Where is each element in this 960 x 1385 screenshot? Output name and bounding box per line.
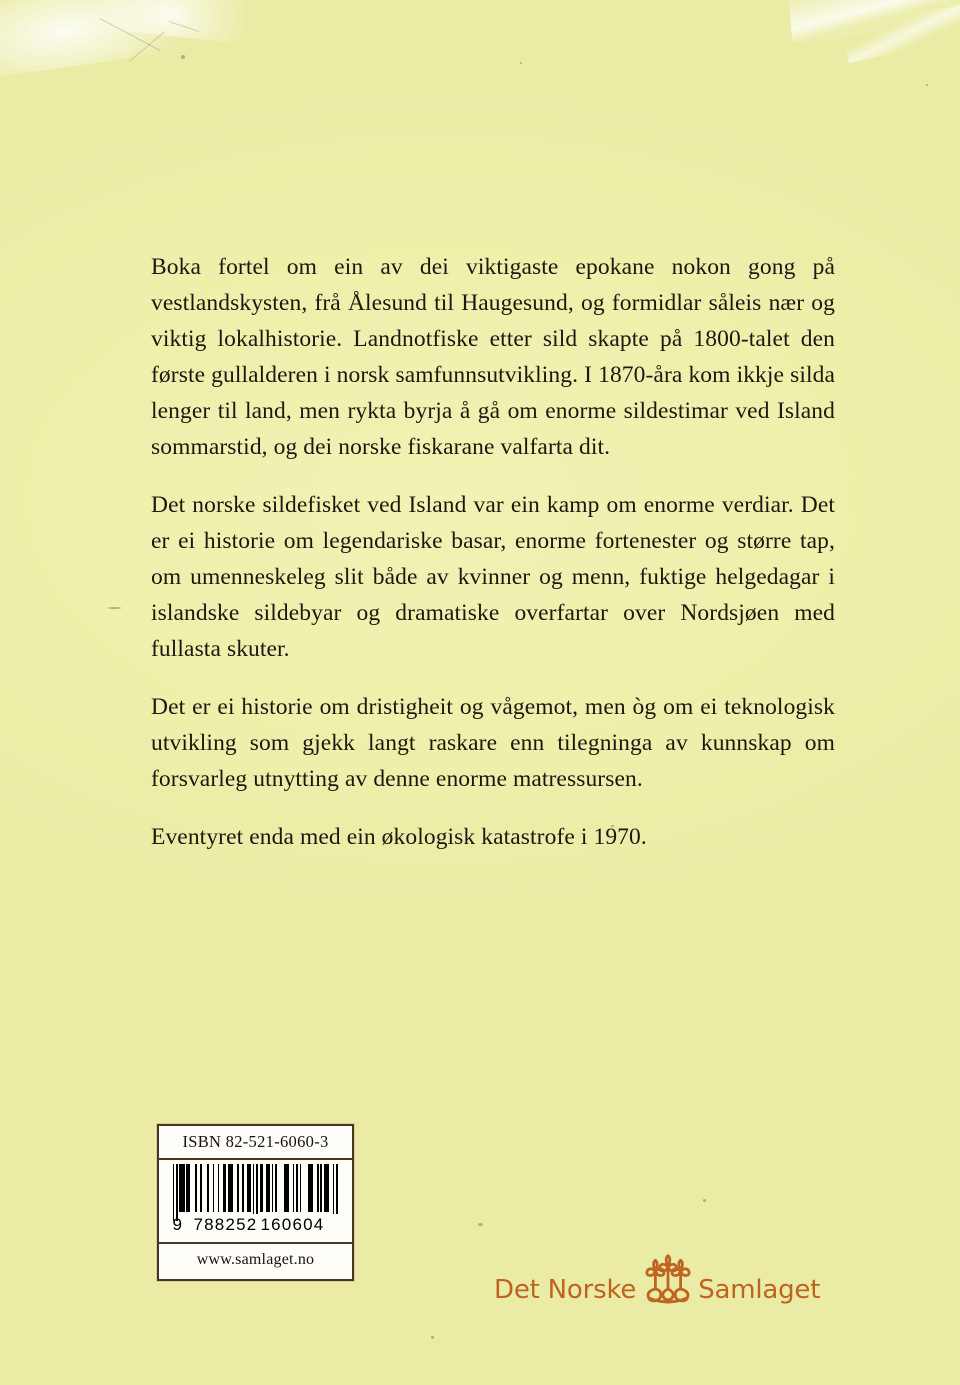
isbn-barcode-box xyxy=(157,1124,354,1281)
blurb-paragraph-1: Boka fortel om ein av dei viktigaste epokane nokon gong på vestlandskysten, frå Ålesund til Haugesund, og formidlar såleis nær og viktig lokalhistorie. Landnotfiske etter sild skapte på 1800-talet den første gullalderen i norsk samfunnsutvikling. I 1870-åra kom ikkje silda lenger til land, men rykta byrja å gå om enorme sildestimar ved Island sommarstid, og dei norske fiskarane valfarta dit. xyxy=(151,254,835,460)
scan-speck-artifact xyxy=(520,62,522,64)
scan-scratch-artifact xyxy=(129,31,165,61)
scan-speck-artifact xyxy=(181,55,185,59)
isbn-number: ISBN 82-521-6060-3 xyxy=(159,1126,352,1160)
samlaget-tree-emblem-icon xyxy=(641,1253,695,1307)
scan-scratch-artifact xyxy=(169,21,200,32)
paper-crease-artifact xyxy=(0,0,195,78)
publisher-logo xyxy=(494,1249,821,1305)
scan-speck-artifact xyxy=(108,607,121,609)
scan-speck-artifact xyxy=(478,1223,483,1226)
ean13-barcode xyxy=(173,1164,339,1242)
barcode-digit-left: 9 xyxy=(172,1215,183,1234)
barcode-bars xyxy=(173,1164,339,1218)
back-cover-blurb xyxy=(151,249,835,855)
blurb-paragraph-3: Det er ei historie om dristigheit og vågemot, men òg om ei teknologisk utvikling som gjekk langt raskare enn tilegninga av kunnskap om forsvarleg utnytting av denne enorme matressursen. xyxy=(151,694,835,792)
paper-crease-artifact xyxy=(842,3,960,63)
barcode-area xyxy=(159,1160,352,1244)
scan-speck-artifact xyxy=(926,84,928,86)
paper-crease-artifact xyxy=(788,0,960,43)
barcode-digit-middle: 788252 xyxy=(193,1215,258,1234)
blurb-paragraph-2: Det norske sildefisket ved Island var ein kamp om enorme verdiar. Det er ei historie om legendariske basar, enorme fortenester og større tap, om umenneskeleg slit både av kvinner og menn, fuktige helgedagar i islandske sildebyar og dramatiske overfartar over Nordsjøen med fullasta skuter. xyxy=(151,492,835,662)
blurb-paragraph-4: Eventyret enda med ein økologisk katastrofe i 1970. xyxy=(151,824,647,850)
scan-scratch-artifact xyxy=(100,18,161,51)
scan-speck-artifact xyxy=(431,1336,434,1339)
scan-speck-artifact xyxy=(703,1199,706,1202)
publisher-name-last: Samlaget xyxy=(698,1275,821,1305)
barcode-digit-right: 160604 xyxy=(260,1215,325,1234)
paper-crease-artifact xyxy=(93,0,249,44)
barcode-digits xyxy=(173,1214,339,1236)
publisher-website[interactable]: www.samlaget.no xyxy=(196,1251,315,1269)
publisher-name-first: Det Norske xyxy=(494,1275,637,1305)
